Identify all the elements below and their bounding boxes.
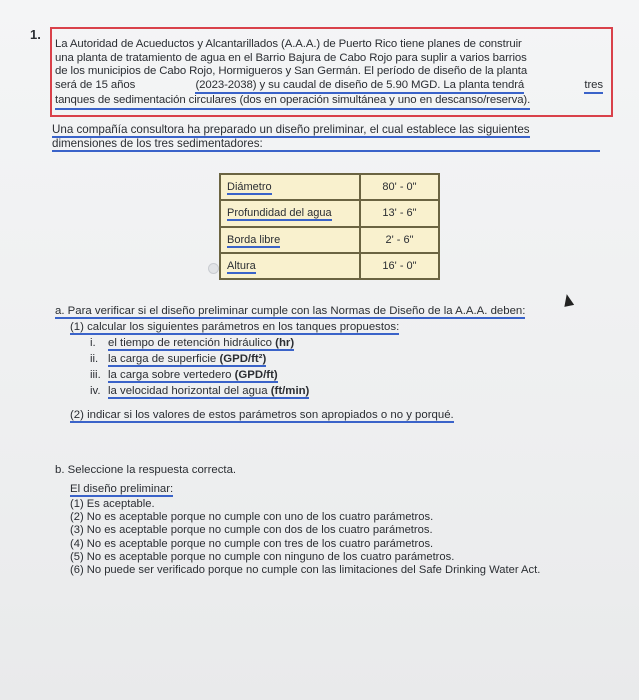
part-a-item-1: (1) calcular los siguientes parámetros en los tanques propuestos: bbox=[70, 321, 400, 333]
part-b-lead: El diseño preliminar: bbox=[70, 483, 174, 495]
para-line: de los municipios de Cabo Rojo, Hormigueros y San Germán. El período de diseño de la planta bbox=[55, 65, 528, 78]
part-b-title: b. Seleccione la respuesta correcta. bbox=[55, 464, 237, 476]
part-a-sub-item: ii. la carga de superficie (GPD/ft²) bbox=[90, 353, 267, 365]
para-line: una planta de tratamiento de agua en el Barrio Bajura de Cabo Rojo para suplir a varios barrios bbox=[55, 51, 527, 64]
answer-option: (1) Es aceptable. bbox=[70, 498, 155, 510]
mouse-cursor-icon bbox=[562, 293, 574, 307]
part-a-title: a. Para verificar si el diseño preliminar cumple con las Normas de Diseño de la A.A.A. deben: bbox=[55, 305, 526, 317]
table-cell-label: Profundidad del agua bbox=[220, 200, 360, 226]
part-a-sub-item: iii. la carga sobre vertedero (GPD/ft) bbox=[90, 369, 278, 381]
table-row bbox=[220, 227, 439, 253]
table-cell-value: 16' - 0" bbox=[360, 253, 439, 279]
intro-line: Una compañía consultora ha preparado un diseño preliminar, el cual establece las siguientes bbox=[52, 124, 530, 138]
answer-option: (2) No es aceptable porque no cumple con uno de los cuatro parámetros. bbox=[70, 511, 434, 524]
table-cell-label: Diámetro bbox=[220, 174, 360, 200]
table-cell-label: Altura bbox=[220, 253, 360, 279]
dimensions-table bbox=[219, 173, 440, 280]
table-cell-value: 2' - 6" bbox=[360, 227, 439, 253]
answer-option: (5) No es aceptable porque no cumple con ninguno de los cuatro parámetros. bbox=[70, 550, 455, 563]
intro-text bbox=[52, 124, 600, 152]
question-number: 1. bbox=[30, 27, 41, 42]
part-a-item-2: (2) indicar si los valores de estos parámetros son apropiados o no y porqué. bbox=[70, 409, 454, 421]
para-fragment: tres bbox=[584, 79, 603, 95]
para-fragment: será de 15 años bbox=[55, 78, 136, 91]
table-row bbox=[220, 253, 439, 279]
para-line: tanques de sedimentación circulares (dos en operación simultánea y uno en descanso/reserva). bbox=[55, 94, 530, 110]
intro-line: dimensiones de los tres sedimentadores: bbox=[52, 138, 600, 152]
answer-option: (4) No es aceptable porque no cumple con tres de los cuatro parámetros. bbox=[70, 537, 434, 550]
para-line: La Autoridad de Acueductos y Alcantarillados (A.A.A.) de Puerto Rico tiene planes de construir bbox=[55, 38, 522, 50]
circle-dot-icon bbox=[208, 263, 219, 274]
table-cell-label: Borda libre bbox=[220, 227, 360, 253]
table-row bbox=[220, 174, 439, 200]
para-line bbox=[55, 79, 603, 95]
part-a-sub-item: i. el tiempo de retención hidráulico (hr) bbox=[90, 337, 295, 349]
table-row bbox=[220, 200, 439, 226]
question-paragraph bbox=[55, 38, 603, 110]
table-cell-value: 80' - 0" bbox=[360, 174, 439, 200]
answer-option: (3) No es aceptable porque no cumple con dos de los cuatro parámetros. bbox=[70, 524, 433, 537]
para-fragment: (2023-2038) y su caudal de diseño de 5.90 MGD. La planta tendrá bbox=[195, 79, 524, 95]
answer-option: (6) No puede ser verificado porque no cumple con las limitaciones del Safe Drinking Water Act. bbox=[70, 564, 541, 577]
answer-options bbox=[70, 498, 540, 577]
part-a-sub-item: iv. la velocidad horizontal del agua (ft/min) bbox=[90, 385, 310, 397]
table-cell-value: 13' - 6" bbox=[360, 200, 439, 226]
